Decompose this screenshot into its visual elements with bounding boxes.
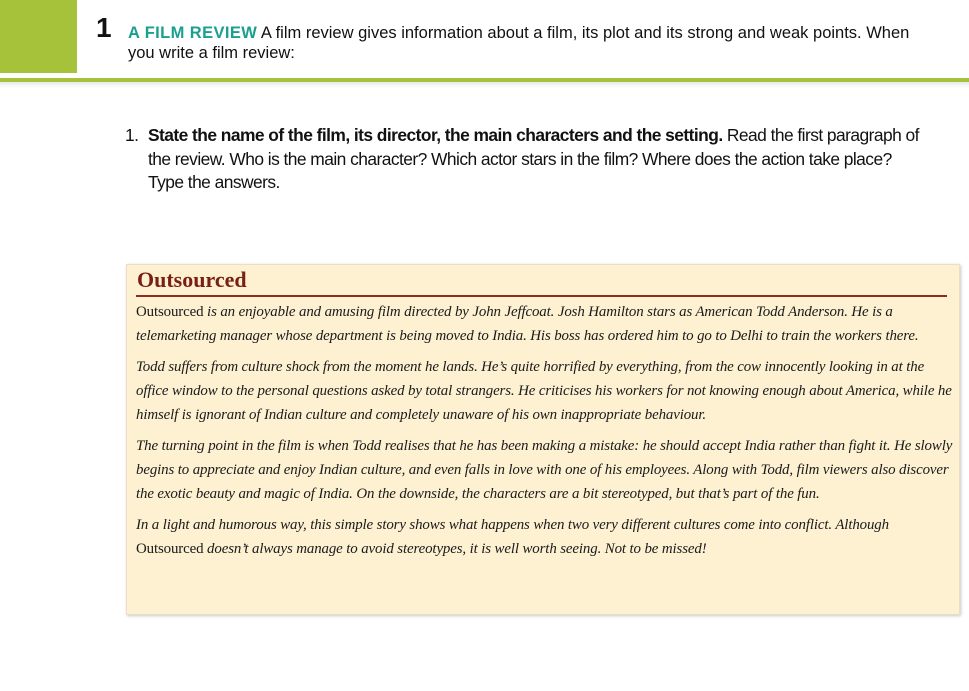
review-paragraph-text: doesn’t always manage to avoid stereotypes, it is well worth seeing. Not to be missed! [203,541,707,557]
review-paragraph: Todd suffers from culture shock from the moment he lands. He’s quite horrified by everything, from the cow innocently looking in at the office window to the personal questions asked by total strangers. He criticises his workers for not knowing enough about America, while he himself is ignorant of Indian culture and completely unaware of his own inappropriate behaviour. [136,359,952,423]
task-number: 1. [125,125,139,145]
section-intro: A film review gives information about a film, its plot and its strong and weak points. When you write a film review: [128,24,910,62]
section-color-block [0,0,77,73]
film-name: Outsourced [136,541,204,557]
task-body [148,124,925,195]
review-text [136,300,954,568]
task-instruction-bold: State the name of the film, its director, the main characters and the setting. [148,125,723,145]
section-number: 1 [96,12,112,43]
review-box [126,264,960,615]
review-paragraph: The turning point in the film is when Todd realises that he has been making a mistake: he should accept India rather than fight it. He slowly begins to appreciate and enjoy Indian culture, and even falls in love with one of his employees. Along with Todd, film viewers also discover the exotic beauty and magic of India. On the downside, the characters are a bit stereotyped, but that’s part of the fun. [136,438,953,502]
review-paragraph-text: In a light and humorous way, this simple story shows what happens when two very different cultures come into conflict. Although [136,517,889,533]
task-instruction-text: Read the first paragraph of the review. Who is the main character? Which actor stars in the film? Where does the action take place? Type the answers. [148,125,919,192]
section-heading [128,23,928,63]
header-divider-shadow [0,82,969,88]
film-name: Outsourced [136,304,204,320]
review-title: Outsourced [137,267,247,292]
review-paragraph [136,513,954,561]
review-paragraph-text: is an enjoyable and amusing film directed by John Jeffcoat. Josh Hamilton stars as American Todd Anderson. He is a telemarketing manager whose department is being moved to India. His boss has ordered him to go to Delhi to train the workers there. [136,304,919,344]
review-paragraph [136,300,954,348]
task-item [125,124,925,195]
review-title-rule [136,295,947,297]
section-title: A FILM REVIEW [128,24,258,42]
